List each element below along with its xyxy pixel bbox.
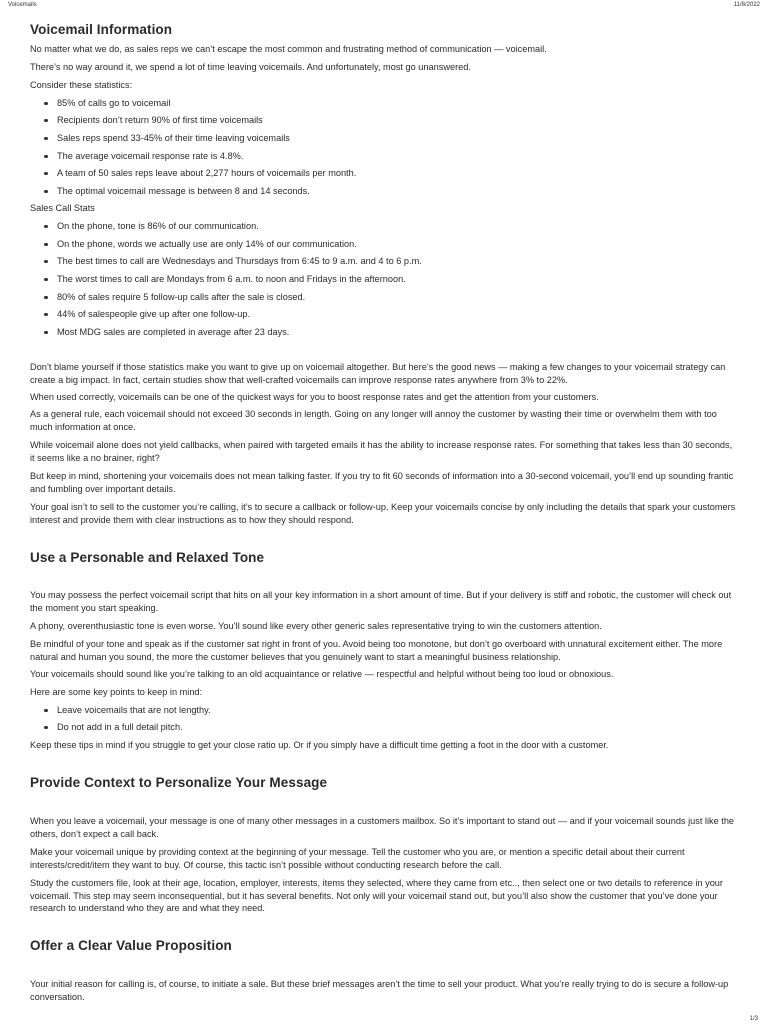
paragraph: You may possess the perfect voicemail script that hits on all your key information in a short amount of time. But if your delivery is stiff and robotic, the customer will check out the moment you start speaking. (30, 590, 732, 613)
paragraph: When used correctly, voicemails can be one of the quickest ways for you to boost response rates and get the attention from your customers. (30, 392, 599, 402)
list-item: 85% of calls go to voicemail (57, 98, 171, 108)
section-heading-personable-tone: Use a Personable and Relaxed Tone (30, 550, 265, 565)
paragraph: There’s no way around it, we spend a lot of time leaving voicemails. And unfortunately, most go unanswered. (30, 62, 471, 72)
paragraph: No matter what we do, as sales reps we can’t escape the most common and frustrating method of communication — voicemail. (30, 44, 547, 54)
list-item: On the phone, words we actually use are only 14% of our communication. (57, 239, 357, 249)
paragraph: Don’t blame yourself if those statistics make you want to give up on voicemail altogether. But here’s the good news — making a few changes to your voicemail strategy can create a big impact. In fact, certain studies show that well-crafted voicemails can improve response rates anywhere from 3% to 22%. (30, 362, 726, 385)
list-item: The best times to call are Wednesdays and Thursdays from 6:45 to 9 a.m. and 4 to 6 p.m. (57, 256, 422, 266)
paragraph: Here are some key points to keep in mind: (30, 687, 203, 697)
print-header-date: 11/8/2022 (733, 2, 760, 8)
paragraph: Your initial reason for calling is, of course, to initiate a sale. But these brief messages aren’t the time to sell your product. What you’re really trying to do is secure a follow-up conversation. (30, 979, 729, 1002)
list-item: Do not add in a full detail pitch. (57, 722, 183, 732)
section-heading-value-proposition: Offer a Clear Value Proposition (30, 938, 232, 953)
paragraph: Your voicemails should sound like you’re talking to an old acquaintance or relative — respectful and helpful without being too loud or obnoxious. (30, 669, 614, 679)
paragraph: Make your voicemail unique by providing context at the beginning of your message. Tell the customer who you are, or mention a specific detail about their current interests/credit/item they want to buy. Of course, this tactic isn’t possible without conducting research before the call. (30, 847, 685, 870)
section-heading-provide-context: Provide Context to Personalize Your Message (30, 775, 328, 790)
paragraph: Your goal isn’t to sell to the customer you’re calling, it’s to secure a callback or follow-up. Keep your voicemails concise by only including the details that spark your customers interest and provide them with clear instructions as to how they should respond. (30, 502, 736, 525)
list-item: The average voicemail response rate is 4.8%. (57, 151, 244, 161)
list-item: The worst times to call are Mondays from 6 a.m. to noon and Fridays in the afternoon. (57, 274, 406, 284)
list-item: Recipients don’t return 90% of first time voicemails (57, 115, 263, 125)
list-item: Leave voicemails that are not lengthy. (57, 705, 211, 715)
paragraph: While voicemail alone does not yield callbacks, when paired with targeted emails it has the ability to increase response rates. For something that takes less than 30 seconds, it seems like a no brainer, right? (30, 440, 733, 463)
list-item: Sales reps spend 33-45% of their time leaving voicemails (57, 133, 290, 143)
list-item: 80% of sales require 5 follow-up calls after the sale is closed. (57, 292, 306, 302)
list-item: The optimal voicemail message is between 8 and 14 seconds. (57, 186, 310, 196)
paragraph: But keep in mind, shortening your voicemails does not mean talking faster. If you try to fit 60 seconds of information into a 30-second voicemail, you’ll end up sounding frantic and fumbling over important details. (30, 471, 734, 494)
print-header (0, 0, 768, 10)
page-number: 1/3 (749, 1016, 758, 1022)
paragraph: Keep these tips in mind if you struggle to get your close ratio up. Or if you simply have a difficult time getting a foot in the door with a customer. (30, 740, 609, 750)
paragraph: Be mindful of your tone and speak as if the customer sat right in front of you. Avoid being too monotone, but don’t go overboard with unnatural excitement either. The more natural and human you sound, the more the customer believes that you genuinely want to start a meaningful business relationship. (30, 639, 723, 662)
paragraph: As a general rule, each voicemail should not exceed 30 seconds in length. Going on any longer will annoy the customer by wasting their time or overwhelm them with too much information at once. (30, 409, 717, 432)
list-item: On the phone, tone is 86% of our communication. (57, 221, 259, 231)
paragraph: Study the customers file, look at their age, location, employer, interests, items they selected, where they came from etc.., then select one or two details to reference in your voicemail. This step may seem inconsequential, but it has several benefits. Not only will your voicemail stand out, but you’ll also show the customer that you’ve done your research to understand who they are and what they need. (30, 878, 723, 913)
list-item: Most MDG sales are completed in average after 23 days. (57, 327, 290, 337)
section-heading-voicemail-information: Voicemail Information (30, 22, 173, 37)
list-item: 44% of salespeople give up after one follow-up. (57, 309, 251, 319)
paragraph: Sales Call Stats (30, 203, 95, 213)
print-header-title: Voicemails (8, 2, 37, 8)
paragraph: When you leave a voicemail, your message is one of many other messages in a customers mailbox. So it’s important to stand out — and if your voicemail sounds just like the others, don’t expect a call back. (30, 816, 735, 839)
paragraph: A phony, overenthusiastic tone is even worse. You’ll sound like every other generic sales representative trying to win the customers attention. (30, 621, 602, 631)
paragraph: Consider these statistics: (30, 80, 133, 90)
list-item: A team of 50 sales reps leave about 2,277 hours of voicemails per month. (57, 168, 357, 178)
